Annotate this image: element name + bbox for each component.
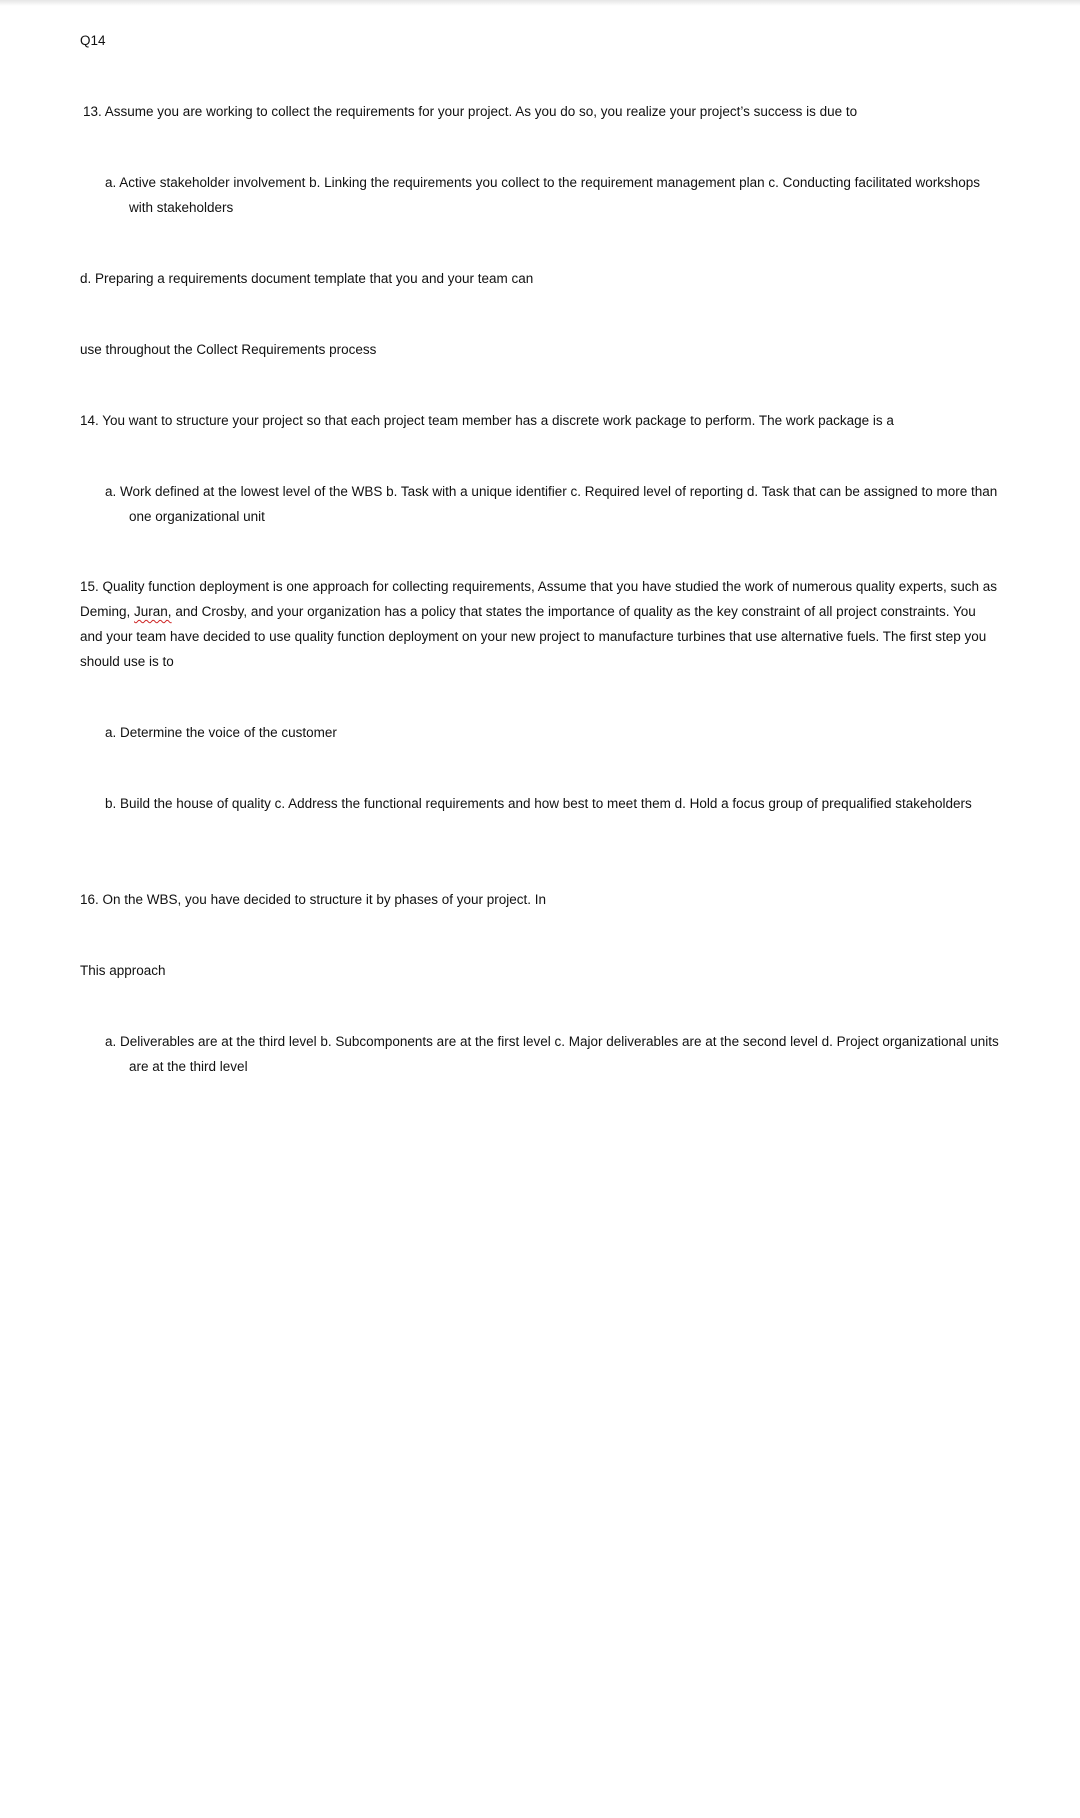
question-16-options: [105, 1029, 1000, 1079]
question-15-option-a-text: a. Determine the voice of the customer: [105, 725, 337, 740]
question-13-options-abc: [105, 170, 1000, 220]
question-13-option-d-line-1: d. Preparing a requirements document template that you and your team can: [80, 271, 534, 286]
spellcheck-flagged-word[interactable]: Juran,: [134, 604, 172, 619]
question-15-stem: [80, 574, 1002, 674]
page-header: Q14: [80, 33, 106, 48]
question-13-option-d-line-2: use throughout the Collect Requirements process: [80, 342, 377, 357]
question-13-stem: 13. Assume you are working to collect the requirements for your project. As you do so, you realize your project’s success is due to: [83, 104, 858, 119]
question-15-options-bcd: [105, 791, 1000, 816]
question-15-stem-before: 15. Quality function deployment is one approach for collecting requirements, Assume that you have studied the work of numerous quality experts, such as Deming,: [80, 579, 998, 619]
question-14-stem: 14. You want to structure your project so that each project team member has a discrete work package to perform. The work package is a: [80, 413, 894, 428]
question-14-options-text: a. Work defined at the lowest level of the WBS b. Task with a unique identifier c. Required level of reporting d. Task that can be assigned to more than one organizational unit: [105, 484, 998, 524]
question-16-stem-line-2: This approach: [80, 963, 166, 978]
question-16-options-text: a. Deliverables are at the third level b. Subcomponents are at the first level c. Major deliverables are at the second level d. Project organizational units are at the third level: [105, 1034, 999, 1074]
question-15-stem-after: and Crosby, and your organization has a policy that states the importance of quality as the key constraint of all project constraints. You and your team have decided to use quality function deployment on your new project to manufacture turbines that use alternative fuels. The first step you should use is to: [80, 604, 987, 669]
question-14-options: [105, 479, 1000, 529]
question-15-option-a: [105, 720, 1000, 745]
question-16-stem-line-1: 16. On the WBS, you have decided to structure it by phases of your project. In: [80, 892, 547, 907]
question-13-options-abc-text: a. Active stakeholder involvement b. Linking the requirements you collect to the requirement management plan c. Conducting facilitated workshops with stakeholders: [105, 175, 980, 215]
question-15-options-bcd-text: b. Build the house of quality c. Address the functional requirements and how best to meet them d. Hold a focus group of prequalified stakeholders: [105, 796, 972, 811]
